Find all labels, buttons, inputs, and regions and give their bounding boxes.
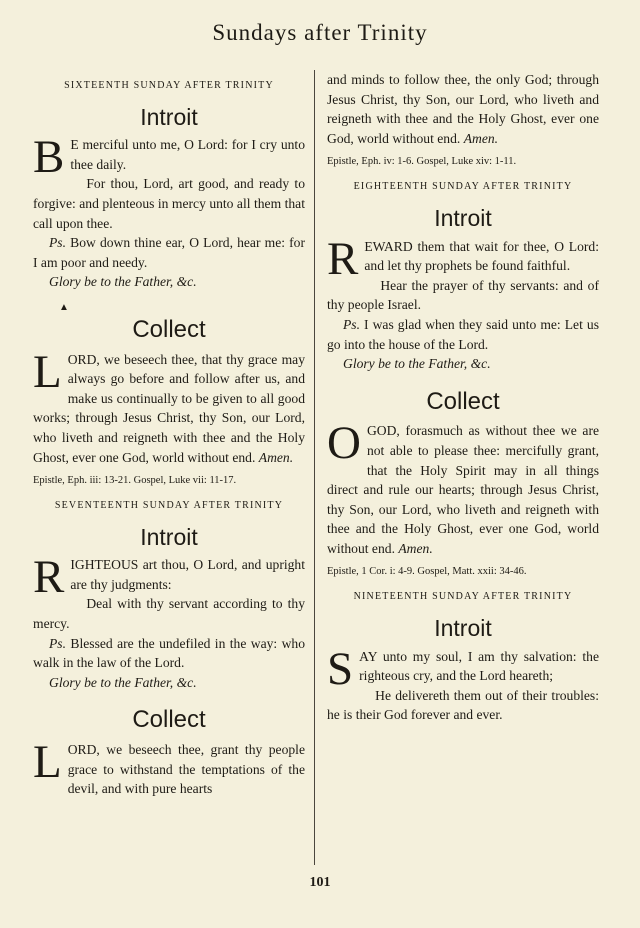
collect-heading: Collect (132, 315, 206, 343)
collect-heading: Collect (426, 387, 500, 415)
page-number: 101 (309, 875, 331, 890)
sunday-title-nineteenth: NINETEENTH SUNDAY AFTER TRINITY (353, 591, 573, 603)
introit-text: E merciful unto me, O Lord: for I cry unto thee daily. (70, 137, 305, 172)
drop-cap: O (327, 417, 361, 470)
drop-cap: L (33, 736, 62, 789)
ornament-mark: ▲ (59, 301, 69, 313)
psalm-text: I was glad when they said unto me: Let us go into the house of the Lord. (327, 316, 599, 352)
sunday-title-eighteenth: EIGHTEENTH SUNDAY AFTER TRINITY (353, 181, 573, 193)
gloria: Glory be to the Father, &c. (343, 356, 491, 372)
collect-body: GOD, forasmuch as without thee we are not able to please thee: mercifully grant, that the Holy Spirit may in all things direct and rule our hearts; through Jesus Christ, thy Son, our Lord, who liveth and reigneth with thee and the Holy Ghost, ever one God, world without end. (327, 423, 599, 556)
lesson-references: Epistle, 1 Cor. i: 4-9. Gospel, Matt. xxii: 34-46. (327, 566, 527, 578)
lesson-references: Epistle, Eph. iii: 13-21. Gospel, Luke vii: 11-17. (33, 475, 237, 487)
collect-body: and minds to follow thee, the only God; through Jesus Christ, thy Son, our Lord, who liveth and reigneth with thee and the Holy Ghost, ever one God, world without end. (327, 72, 599, 146)
lesson-references: Epistle, Eph. iv: 1-6. Gospel, Luke xiv: 1-11. (327, 156, 517, 168)
gloria: Glory be to the Father, &c. (49, 674, 197, 690)
psalm-verse (33, 634, 305, 673)
introit-verse (327, 642, 599, 695)
introit-text: IGHTEOUS art thou, O Lord, and upright are thy judgments: (70, 557, 305, 592)
introit-verse-2: He delivereth them out of their troubles: he is their God forever and ever. (327, 687, 599, 723)
collect-continuation (327, 70, 599, 148)
page-title: Sundays after Trinity (212, 20, 428, 45)
psalm-label: Ps. (49, 635, 66, 651)
introit-verse (327, 232, 599, 285)
gloria: Glory be to the Father, &c. (49, 274, 197, 290)
drop-cap: R (327, 232, 359, 285)
psalm-label: Ps. (343, 316, 360, 332)
collect-text (33, 736, 305, 799)
psalm-verse (327, 315, 599, 354)
introit-text: AY unto my soul, I am thy salvation: the righteous cry, and the Lord heareth; (359, 648, 599, 684)
drop-cap: L (33, 345, 62, 398)
introit-heading: Introit (140, 523, 198, 550)
introit-text: EWARD them that wait for thee, O Lord: and let thy prophets be found faithful. (364, 238, 599, 274)
psalm-verse (33, 233, 305, 272)
amen: Amen. (398, 540, 433, 556)
introit-heading: Introit (434, 204, 492, 231)
drop-cap: B (33, 131, 65, 184)
right-column (327, 70, 599, 725)
collect-body: ORD, we beseech thee, that thy grace may always go before and follow after us, and make us continually to be given to all good works; through Jesus Christ, thy Son, our Lord, who liveth and reigneth with thee and the Holy Ghost, ever one God, world without end. (33, 351, 305, 465)
introit-verse-2: For thou, Lord, art good, and ready to forgive: and plenteous in mercy unto all them that call upon thee. (33, 176, 305, 231)
sunday-title-seventeenth: SEVENTEENTH SUNDAY AFTER TRINITY (54, 500, 284, 512)
collect-text (327, 417, 599, 558)
column-divider (314, 70, 315, 865)
introit-verse-2: Deal with thy servant according to thy mercy. (33, 596, 305, 632)
introit-heading: Introit (434, 615, 492, 642)
amen: Amen. (463, 130, 499, 146)
psalm-text: Bow down thine ear, O Lord, hear me: for I am poor and needy. (33, 235, 305, 270)
introit-verse (33, 551, 305, 604)
collect-text (33, 345, 305, 468)
collect-heading: Collect (132, 706, 206, 734)
psalm-text: Blessed are the undefiled in the way: who walk in the law of the Lord. (33, 635, 305, 671)
psalm-label: Ps. (49, 235, 66, 251)
drop-cap: S (327, 642, 354, 695)
collect-body: ORD, we beseech thee, grant thy people grace to withstand the temptations of the devil, and with pure hearts (67, 742, 305, 797)
sunday-title-sixteenth: SIXTEENTH SUNDAY AFTER TRINITY (64, 80, 274, 91)
amen: Amen. (258, 449, 294, 465)
introit-heading: Introit (140, 103, 198, 130)
introit-verse-2: Hear the prayer of thy servants: and of thy people Israel. (327, 277, 599, 313)
introit-verse (33, 131, 305, 184)
left-column (33, 70, 305, 799)
drop-cap: R (33, 551, 65, 604)
